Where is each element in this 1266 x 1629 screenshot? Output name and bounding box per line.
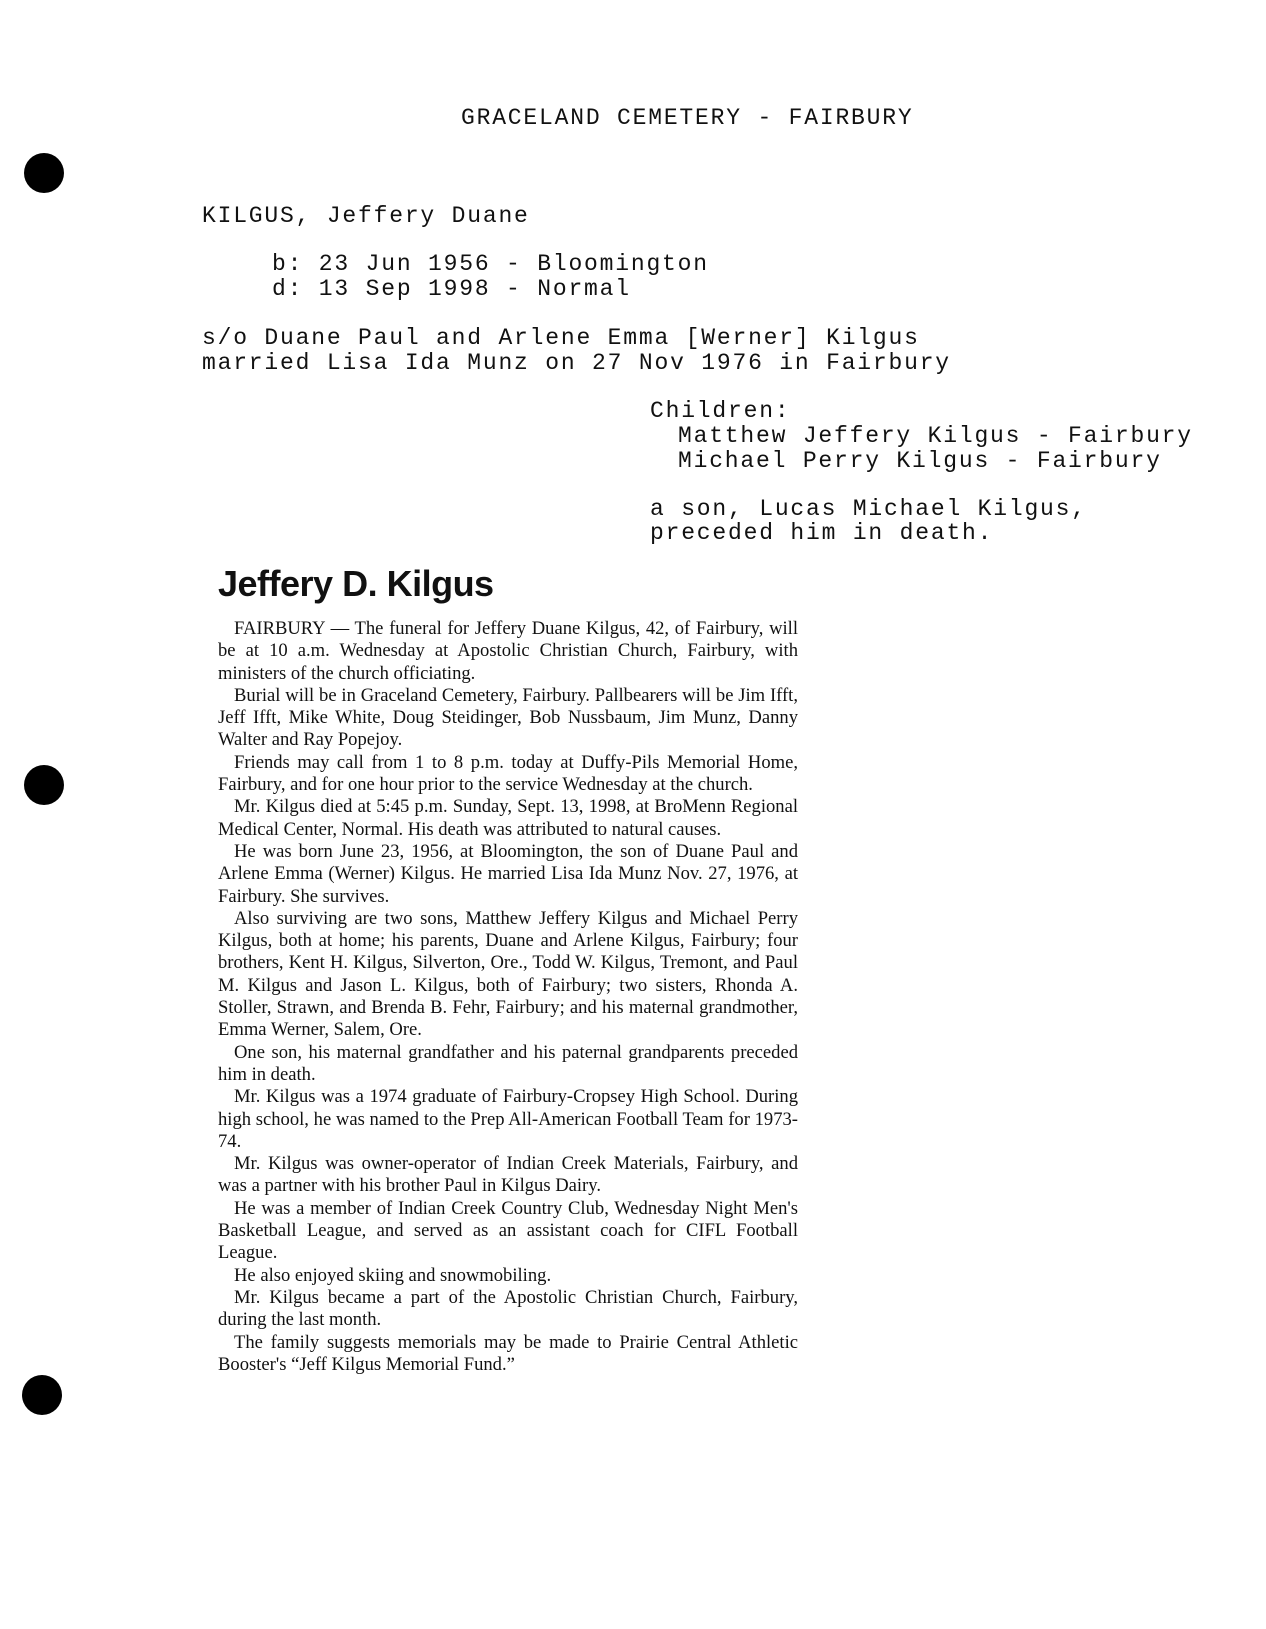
obituary-paragraph: Mr. Kilgus was a 1974 graduate of Fairbury-Cropsey High School. During high school, he was named to the Prep All-American Football Team for 1973-74. <box>218 1086 798 1152</box>
obituary-paragraph: Mr. Kilgus became a part of the Apostolic Christian Church, Fairbury, during the last month. <box>218 1286 798 1331</box>
obituary-clipping <box>218 564 798 1376</box>
obituary-title: Jeffery D. Kilgus <box>218 563 494 604</box>
birth-line: b: 23 Jun 1956 - Bloomington <box>272 251 709 277</box>
obituary-paragraph: Friends may call from 1 to 8 p.m. today at Duffy-Pils Memorial Home, Fairbury, and for one hour prior to the service Wednesday at the church. <box>218 751 798 796</box>
child-entry: Michael Perry Kilgus - Fairbury <box>678 448 1162 474</box>
preceded-line: preceded him in death. <box>650 520 994 546</box>
obituary-paragraph: Also surviving are two sons, Matthew Jeffery Kilgus and Michael Perry Kilgus, both at home; his parents, Duane and Arlene Kilgus, Fairbury; four brothers, Kent H. Kilgus, Silverton, Ore., Todd W. Kilgus, Tremont, and Paul M. Kilgus and Jason L. Kilgus, both of Fairbury; two sisters, Rhonda A. Stoller, Strawn, and Brenda B. Fehr, Fairbury; and his maternal grandmother, Emma Werner, Salem, Ore. <box>218 907 798 1041</box>
record-name: KILGUS, Jeffery Duane <box>202 203 530 229</box>
obituary-paragraph: He also enjoyed skiing and snowmobiling. <box>234 1264 552 1286</box>
obituary-paragraph: He was a member of Indian Creek Country Club, Wednesday Night Men's Basketball League, and served as an assistant coach for CIFL Football League. <box>218 1197 798 1264</box>
marriage-line: married Lisa Ida Munz on 27 Nov 1976 in Fairbury <box>202 350 951 376</box>
punch-hole-middle <box>24 765 64 805</box>
child-entry: Matthew Jeffery Kilgus - Fairbury <box>678 423 1193 449</box>
obituary-paragraph: Mr. Kilgus was owner-operator of Indian Creek Materials, Fairbury, and was a partner with his brother Paul in Kilgus Dairy. <box>218 1153 798 1197</box>
obituary-paragraph: He was born June 23, 1956, at Bloomington, the son of Duane Paul and Arlene Emma (Werner) Kilgus. He married Lisa Ida Munz Nov. 27, 1976, at Fairbury. She survives. <box>218 840 798 907</box>
obituary-paragraph: FAIRBURY — The funeral for Jeffery Duane Kilgus, 42, of Fairbury, will be at 10 a.m. Wednesday at Apostolic Christian Church, Fairbury, with ministers of the church officiating. <box>218 618 798 684</box>
parents-line: s/o Duane Paul and Arlene Emma [Werner] Kilgus <box>202 325 920 351</box>
punch-hole-bottom <box>22 1375 62 1415</box>
preceded-line: a son, Lucas Michael Kilgus, <box>650 496 1087 522</box>
obituary-paragraph: Mr. Kilgus died at 5:45 p.m. Sunday, Sept. 13, 1998, at BroMenn Regional Medical Center, Normal. His death was attributed to natural causes. <box>218 796 798 840</box>
punch-hole-top <box>24 153 64 193</box>
children-label: Children: <box>650 398 791 424</box>
obituary-body <box>218 618 798 1376</box>
obituary-paragraph: One son, his maternal grandfather and his paternal grandparents preceded him in death. <box>218 1041 798 1085</box>
death-line: d: 13 Sep 1998 - Normal <box>272 276 631 302</box>
cemetery-header: GRACELAND CEMETERY - FAIRBURY <box>461 105 914 131</box>
obituary-paragraph: Burial will be in Graceland Cemetery, Fairbury. Pallbearers will be Jim Ifft, Jeff Ifft, Mike White, Doug Steidinger, Bob Nussbaum, Jim Munz, Danny Walter and Ray Popejoy. <box>218 684 798 751</box>
obituary-paragraph: The family suggests memorials may be made to Prairie Central Athletic Booster's “Jeff Kilgus Memorial Fund.” <box>218 1331 798 1375</box>
